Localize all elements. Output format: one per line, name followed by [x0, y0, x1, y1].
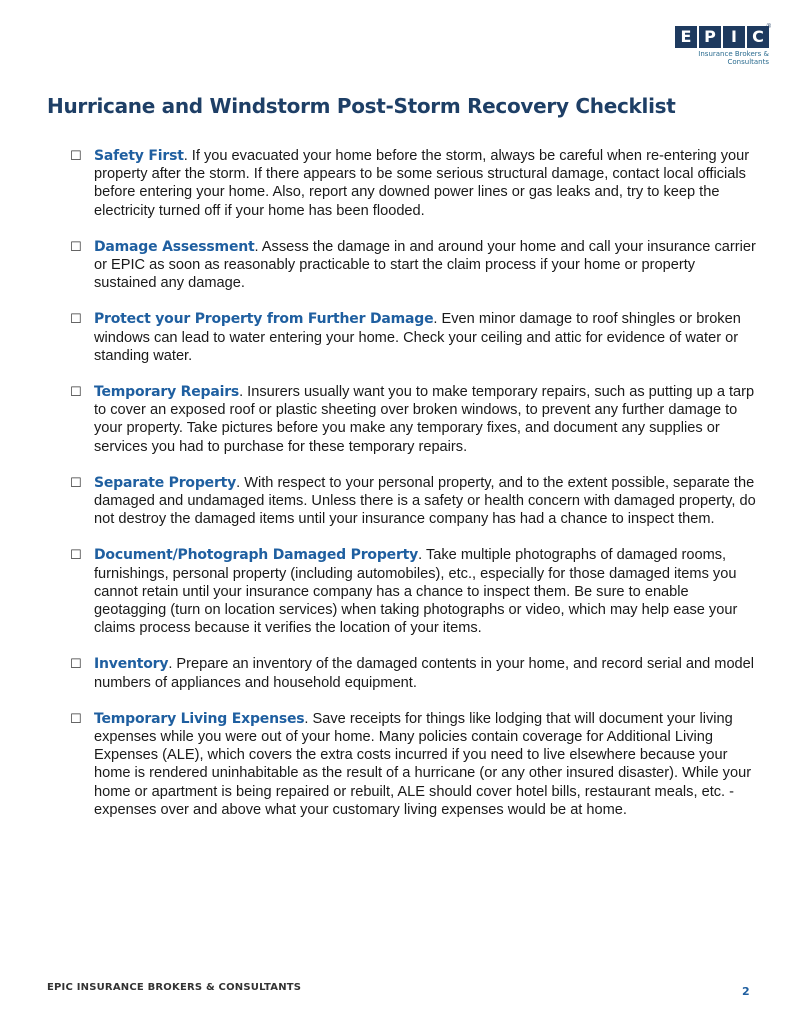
checklist-item-text: [94, 238, 760, 293]
checklist-item-body: . Prepare an inventory of the damaged contents in your home, and record serial and model numbers of appliances and household equipment.: [94, 656, 755, 691]
checklist-item-damage-assessment: [70, 238, 760, 293]
checklist-item-body: . Take multiple photographs of damaged rooms, furnishings, personal property (including automobiles), etc., especially for those damaged items you cannot retain until your insurance company has a chance to inspect them. Be sure to enable geotagging (turn on location services) when taking photographs or video, which may help ease your claims process because it verifies the location of your items.: [94, 547, 738, 637]
checkbox-icon: ☐: [70, 238, 82, 254]
logo-letter-p: P: [699, 26, 721, 48]
checkbox-icon: ☐: [70, 547, 82, 563]
checklist-item-body: . Assess the damage in and around your home and call your insurance carrier or EPIC as soon as reasonably practicable to start the claim process if your home or property sustained any damage.: [94, 238, 756, 292]
recovery-checklist: [70, 147, 760, 837]
logo-letter-e: E: [675, 26, 697, 48]
checklist-item-temporary-living-expenses: [70, 710, 760, 819]
checklist-item-text: [94, 474, 760, 529]
checklist-item-heading: Safety First: [94, 148, 184, 164]
checkbox-icon: ☐: [70, 656, 82, 672]
checklist-item-text: [94, 710, 760, 819]
checklist-item-document-photograph: [70, 546, 760, 637]
checklist-item-text: [94, 147, 760, 220]
logo-letters: [675, 26, 775, 48]
checklist-item-heading: Temporary Repairs: [94, 384, 240, 401]
checklist-item-heading: Damage Assessment: [94, 238, 255, 255]
checkbox-icon: ☐: [70, 710, 82, 726]
checklist-item-protect-property: [70, 310, 760, 365]
checklist-item-safety-first: [70, 147, 760, 220]
page-title: Hurricane and Windstorm Post-Storm Recovery Checklist: [47, 94, 676, 118]
checklist-item-separate-property: [70, 474, 760, 529]
checkbox-icon: ☐: [70, 311, 82, 327]
checklist-item-text: [94, 655, 760, 691]
checklist-item-heading: Separate Property: [94, 474, 237, 491]
logo-registered-mark: ®: [766, 24, 771, 30]
logo-subtitle-line2: Consultants: [727, 58, 769, 66]
checkbox-icon: ☐: [70, 148, 82, 163]
logo-subtitle: [675, 50, 775, 66]
checklist-item-heading: Inventory: [94, 656, 169, 673]
checklist-item-text: [94, 383, 760, 456]
checklist-item-text: [94, 310, 760, 365]
epic-logo: [675, 26, 775, 66]
checklist-item-body: . Insurers usually want you to make temporary repairs, such as putting up a tarp to cover an exposed roof or plastic sheeting over broken windows, to prevent any further damage to your property. Take pictures before you make any temporary fixes, and document any supplies or services you had to purchase for these temporary repairs.: [94, 384, 755, 455]
page-number: 2: [742, 985, 750, 998]
logo-subtitle-line1: Insurance Brokers &: [698, 50, 769, 58]
checkbox-icon: ☐: [70, 384, 82, 400]
checklist-item-body: . With respect to your personal property, and to the extent possible, separate the damaged and undamaged items. Unless there is a safety or health concern with damaged property, do not destroy the damaged items until your insurance company has had a chance to inspect them.: [94, 474, 756, 528]
checklist-item-text: [94, 546, 760, 637]
checklist-item-heading: Temporary Living Expenses: [94, 710, 305, 727]
checklist-item-heading: Document/Photograph Damaged Property: [94, 547, 419, 564]
checklist-item-inventory: [70, 655, 760, 691]
footer-company-name: EPIC INSURANCE BROKERS & CONSULTANTS: [47, 982, 302, 993]
checklist-item-body: . If you evacuated your home before the storm, always be careful when re-entering your property after the storm. If there appears to be some serious structural damage, contact local officials before entering your home. Also, report any downed power lines or gas leaks and, try to keep the electricity turned off if your home has been flooded.: [94, 148, 750, 219]
checklist-item-body: . Save receipts for things like lodging that will document your living expenses while you were out of your home. Many policies contain coverage for Additional Living Expenses (ALE), which covers the extra costs incurred if you need to live elsewhere because your home is rendered uninhabitable as the result of a hurricane (or any other insured disaster). While your home or apartment is being repaired or rebuilt, ALE should cover hotel bills, restaurant meals, etc. - expenses over and above what your customary living expenses would be at home.: [94, 710, 752, 818]
checklist-item-temporary-repairs: [70, 383, 760, 456]
checklist-item-body: . Even minor damage to roof shingles or broken windows can lead to water entering your home. Check your ceiling and attic for evidence of water or standing water.: [94, 311, 741, 364]
logo-letter-c: C: [747, 26, 769, 48]
logo-letter-i: I: [723, 26, 745, 48]
checkbox-icon: ☐: [70, 474, 82, 490]
checklist-item-heading: Protect your Property from Further Damage: [94, 311, 434, 328]
